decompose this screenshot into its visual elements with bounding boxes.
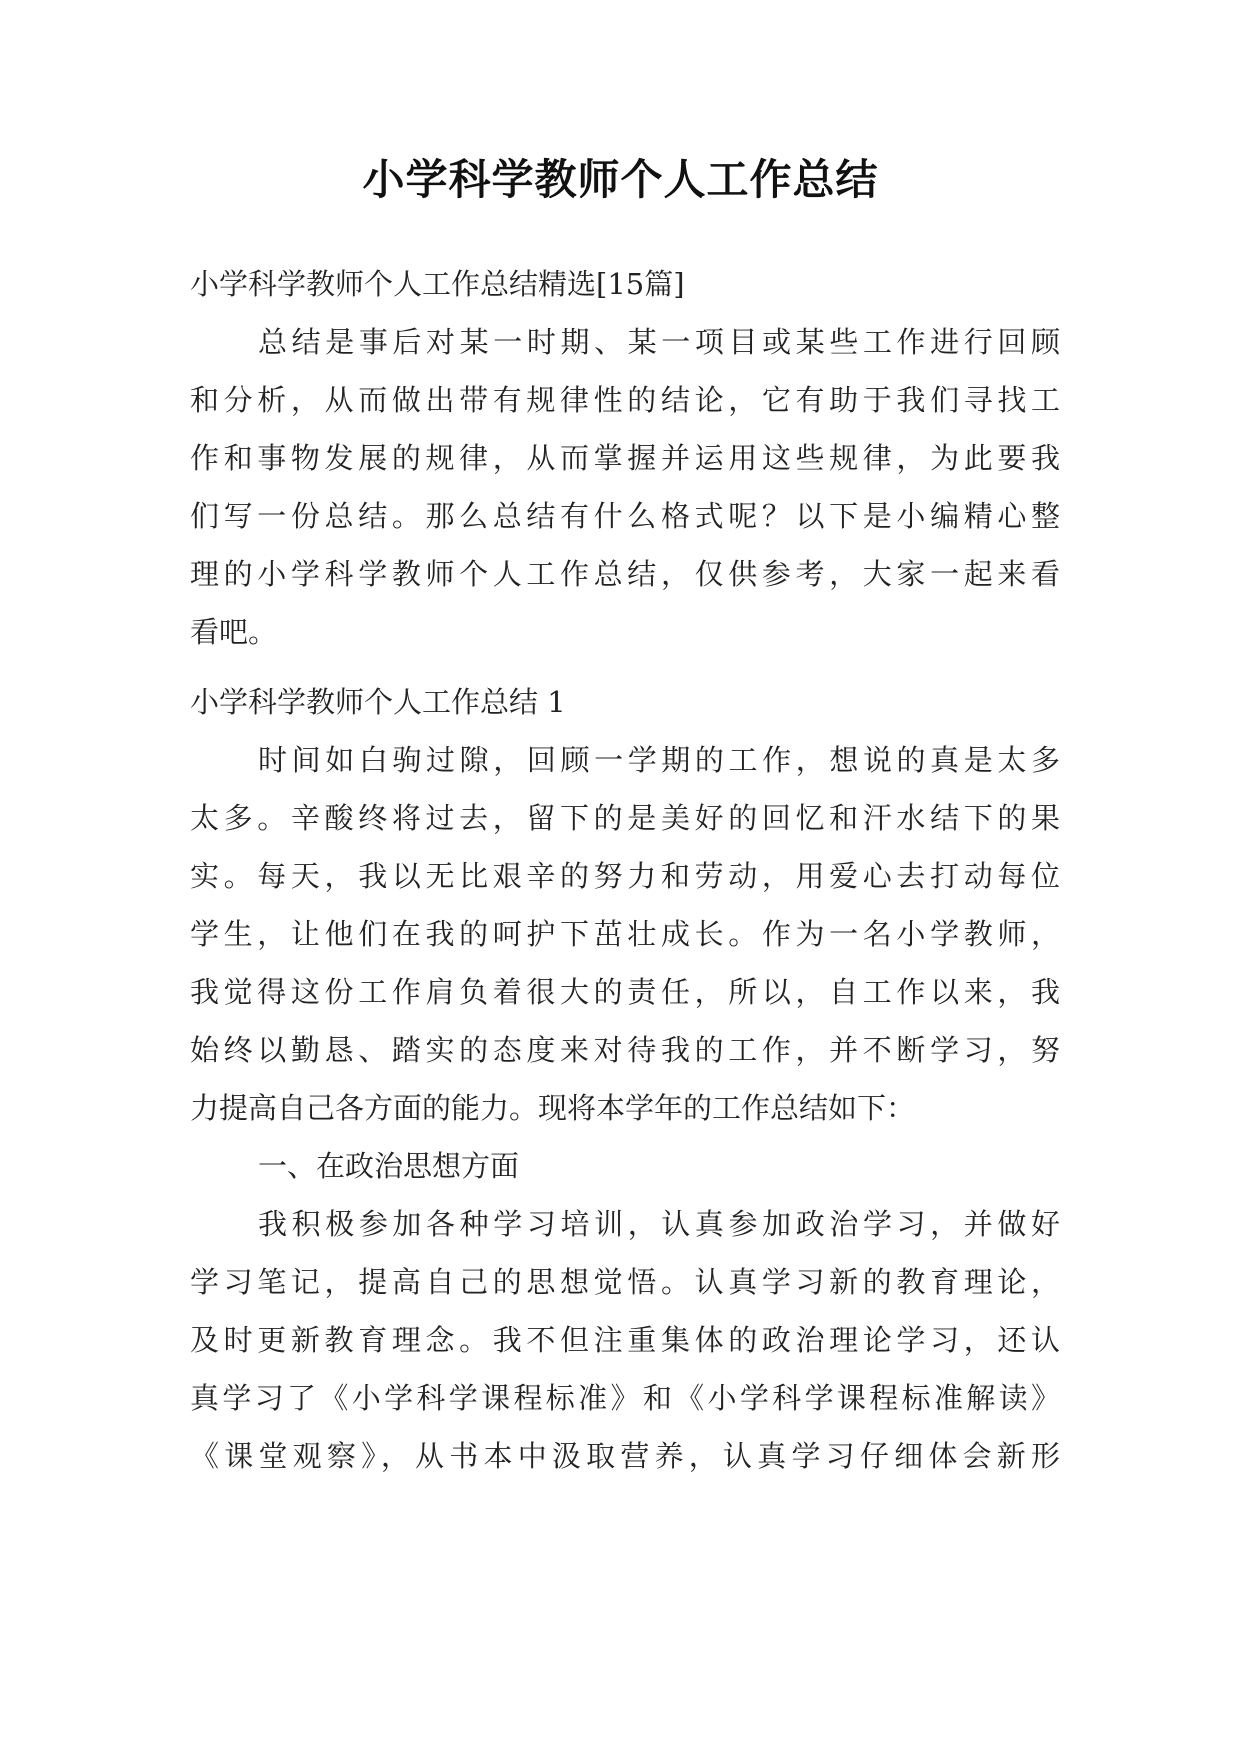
paragraph-line: 学习笔记，提高自己的思想觉悟。认真学习新的教育理论， (190, 1265, 1060, 1299)
section1-paragraph (190, 1195, 1060, 1485)
intro-line: 看吧。 (190, 615, 278, 649)
section1-paragraph (190, 731, 1060, 1137)
paragraph-line: 力提高自己各方面的能力。现将本学年的工作总结如下： (190, 1091, 916, 1125)
paragraph-line: 太多。辛酸终将过去，留下的是美好的回忆和汗水结下的果 (190, 801, 1060, 835)
paragraph-line: 实。每天，我以无比艰辛的努力和劳动，用爱心去打动每位 (190, 859, 1060, 893)
subheading-text: 一、在政治思想方面 (258, 1149, 520, 1183)
intro-line: 们写一份总结。那么总结有什么格式呢？以下是小编精心整 (190, 499, 1060, 533)
document-title: 小学科学教师个人工作总结 (362, 155, 879, 204)
paragraph-line: 我积极参加各种学习培训，认真参加政治学习，并做好 (258, 1207, 1060, 1241)
intro-line: 总结是事后对某一时期、某一项目或某些工作进行回顾 (258, 325, 1060, 359)
paragraph-line: 及时更新教育理念。我不但注重集体的政治理论学习，还认 (190, 1323, 1060, 1357)
document-subtitle (190, 255, 1060, 313)
paragraph-line: 《课堂观察》，从书本中汲取营养，认真学习仔细体会新形 (190, 1439, 1060, 1473)
paragraph-line: 时间如白驹过隙，回顾一学期的工作，想说的真是太多 (258, 743, 1060, 777)
section-heading (190, 673, 1060, 731)
intro-line: 和分析，从而做出带有规律性的结论，它有助于我们寻找工 (190, 383, 1060, 417)
paragraph-line: 我觉得这份工作肩负着很大的责任，所以，自工作以来，我 (190, 975, 1060, 1009)
subheading (190, 1137, 1060, 1195)
section-heading-text: 小学科学教师个人工作总结 1 (190, 685, 566, 719)
intro-line: 作和事物发展的规律，从而掌握并运用这些规律，为此要我 (190, 441, 1060, 475)
subtitle-text: 小学科学教师个人工作总结精选[15篇] (190, 267, 685, 301)
paragraph-line: 始终以勤恳、踏实的态度来对待我的工作，并不断学习，努 (190, 1033, 1060, 1067)
intro-line: 理的小学科学教师个人工作总结，仅供参考，大家一起来看 (190, 557, 1060, 591)
paragraph-line: 真学习了《小学科学课程标准》和《小学科学课程标准解读》 (190, 1381, 1060, 1415)
intro-paragraph (190, 313, 1060, 661)
paragraph-line: 学生，让他们在我的呵护下茁壮成长。作为一名小学教师， (190, 917, 1060, 951)
